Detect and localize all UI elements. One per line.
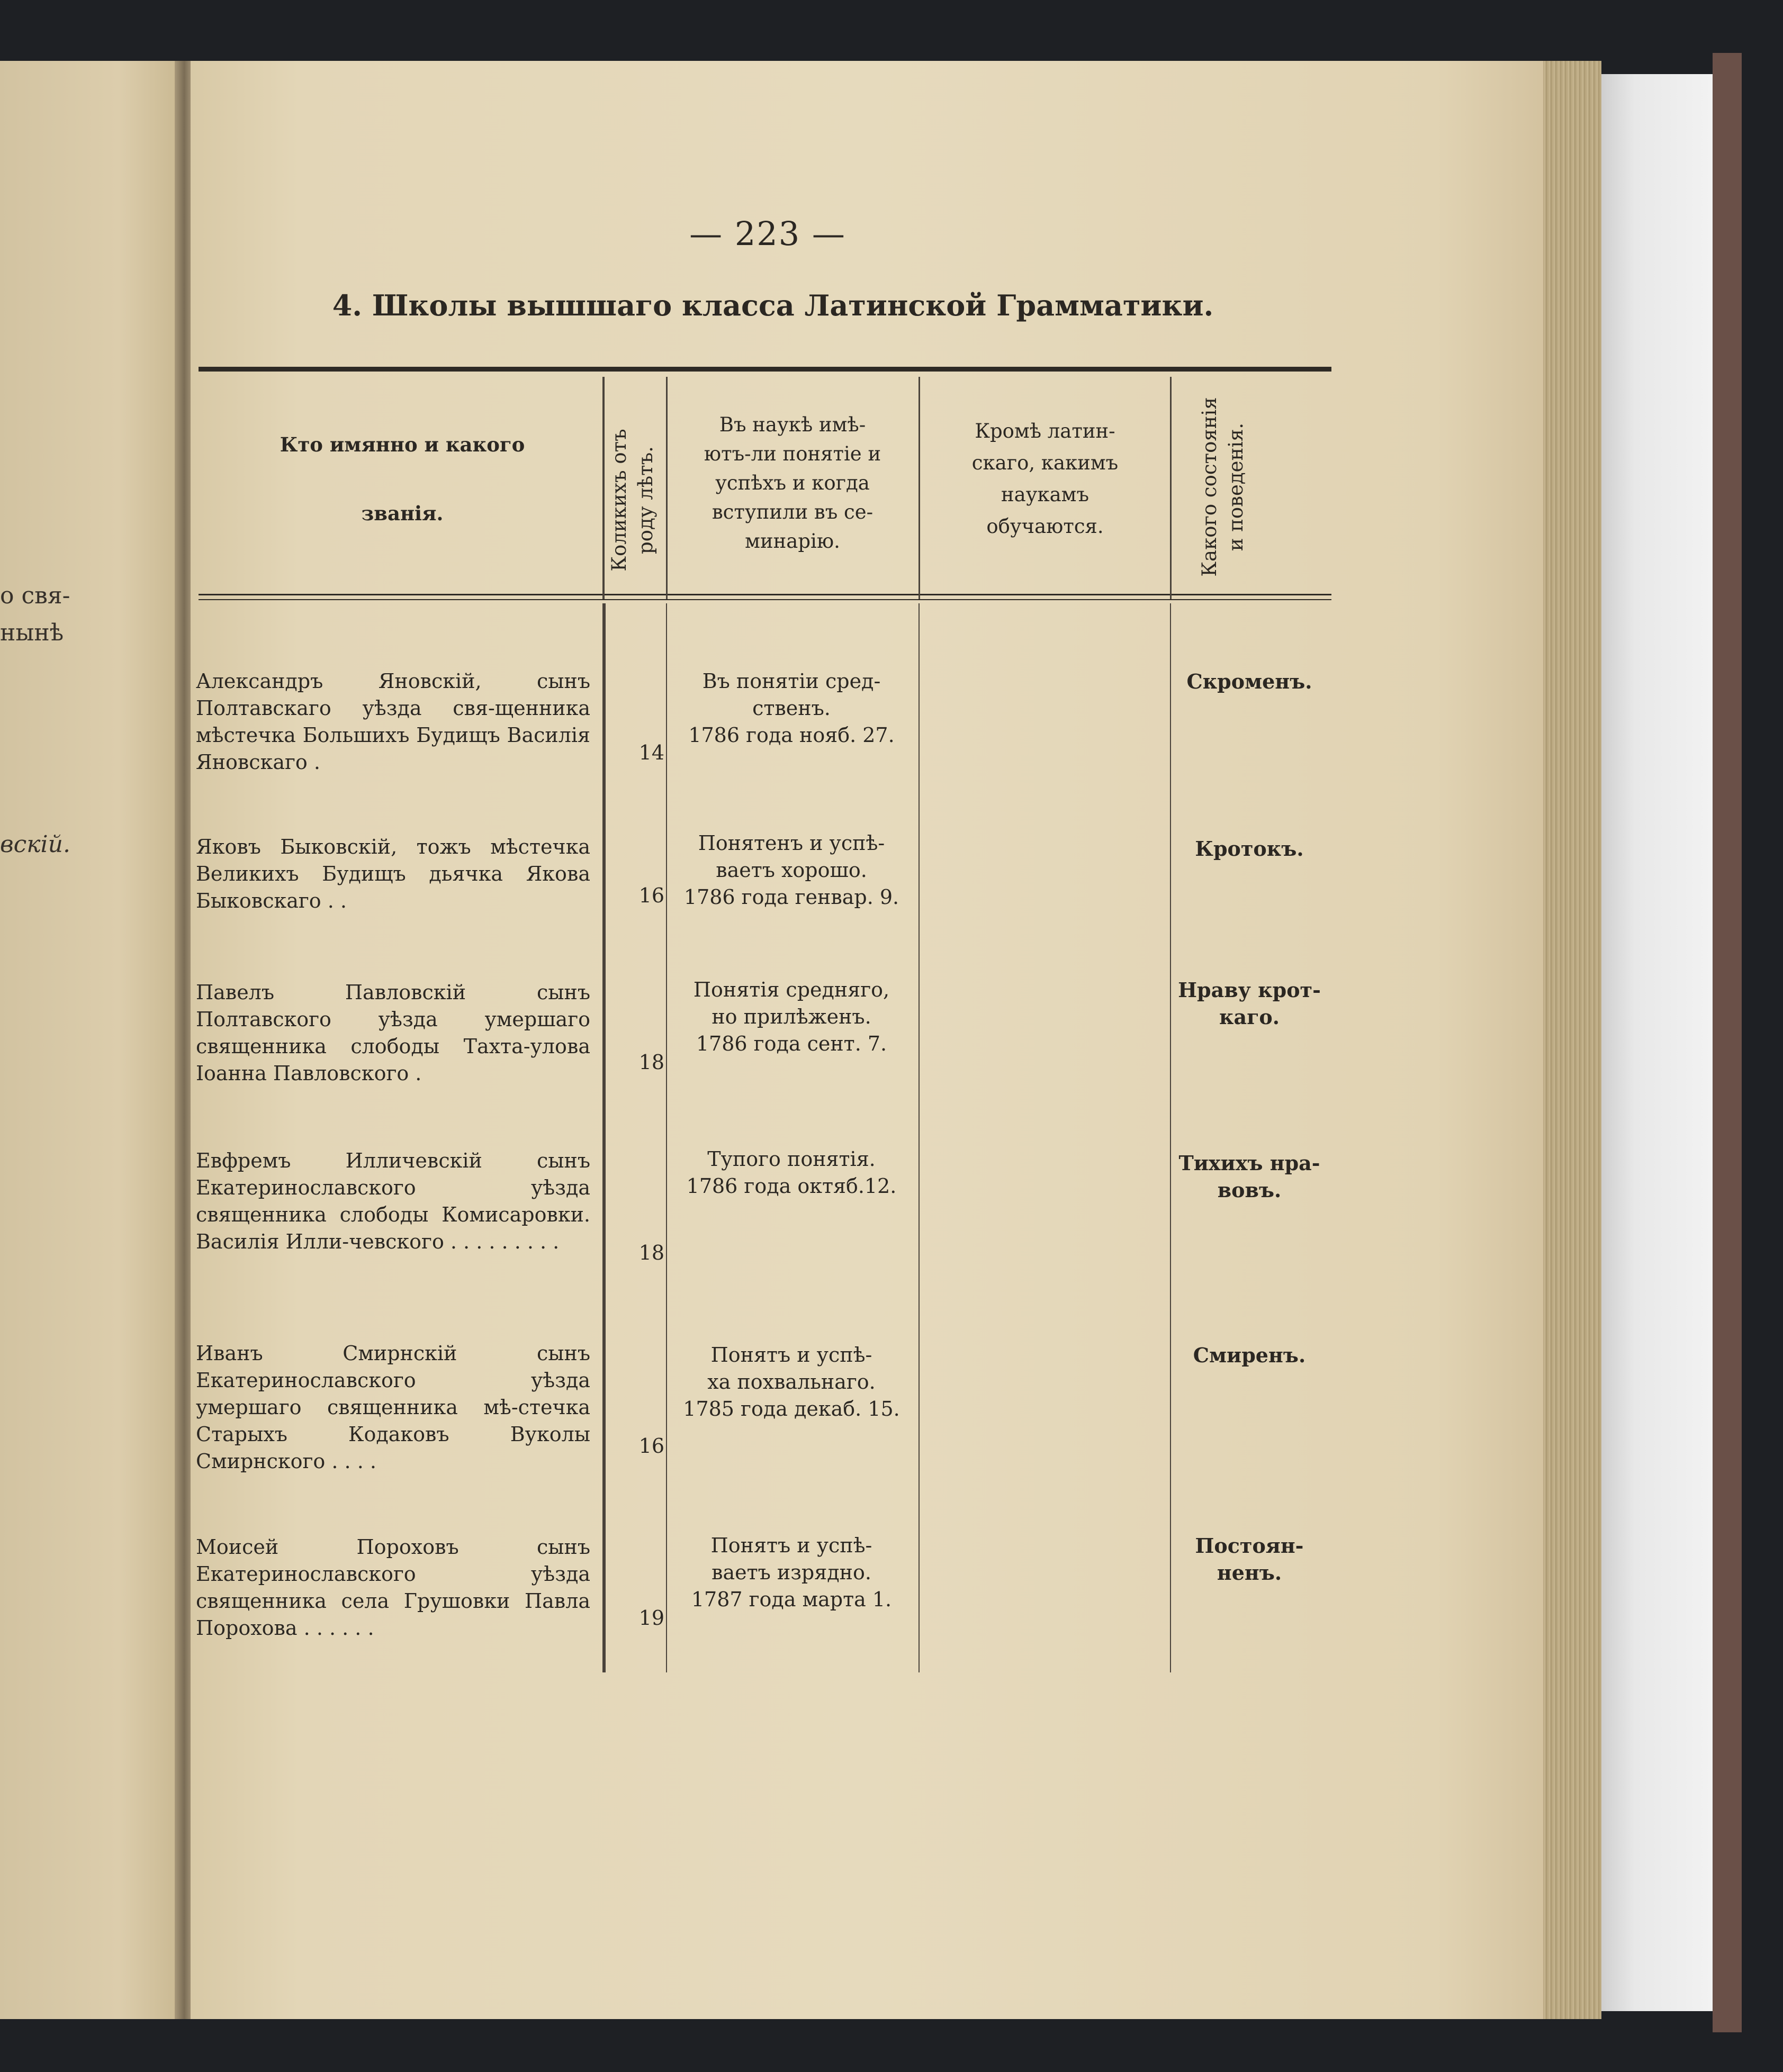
row-name: Евфремъ Илличевскій сынъ Екатеринославского уѣзда священника слободы Комисаровки. Василія Илли-чевского . . . . . . . . . [196,1149,590,1253]
header-divider-rule-2 [199,599,1331,600]
row-age: 16 [638,1434,664,1458]
row-progress: Въ понятіи сред- ственъ. 1786 года нояб. 27. [688,669,895,747]
column-divider-body [602,603,606,1672]
column-divider [602,377,605,599]
row-progress: Понятія средняго, но прилѣженъ. 1786 года сент. 7. [693,978,890,1055]
row-conduct: Скроменъ. [1186,669,1312,693]
cover-strip [1601,74,1713,2011]
header-who: Кто имянно и какого званія. [280,433,525,525]
row-progress: Тупого понятія. 1786 года октяб.12. [686,1147,897,1198]
row-name: Александръ Яновскій, сынъ Полтавскаго уѣзда свя-щенника мѣстечка Большихъ Будищъ Василія Яновскаго . [196,669,590,774]
row-age: 18 [638,1241,664,1264]
table-top-rule [199,367,1331,372]
book-board [1713,53,1742,2032]
row-progress: Понятъ и успѣ- ваетъ изрядно. 1787 года марта 1. [691,1534,892,1611]
row-conduct: Постоян- ненъ. [1195,1534,1304,1585]
row-age: 19 [638,1606,664,1630]
page-number: — 223 — [689,214,846,253]
row-conduct: Нраву крот- каго. [1178,978,1321,1029]
header-age: Коликихъ отъ роду лѣтъ. [608,429,657,572]
row-conduct: Смиренъ. [1193,1343,1306,1367]
row-progress: Понятъ и успѣ- ха похвальнаго. 1785 года декаб. 15. [683,1343,900,1420]
column-divider-body [918,603,920,1672]
page-edges [1543,61,1601,2019]
row-conduct: Кротокъ. [1195,837,1304,861]
row-age: 14 [638,741,664,764]
row-age: 16 [638,884,664,907]
header-other-subjects: Кромѣ латин- скаго, какимъ наукамъ обучаются. [971,420,1119,538]
header-divider-rule [199,594,1331,595]
row-name: Иванъ Смирнскій сынъ Екатеринославского уѣзда умершаго священника мѣ-стечка Старыхъ Кодаковъ Вуколы Смирнского . . . . [196,1342,590,1473]
row-name: Моисей Пороховъ сынъ Екатеринославского уѣзда священника села Грушовки Павла Порохова . . . . . . [196,1535,590,1640]
column-divider [666,377,668,599]
header-conduct: Какого состоянія и поведенія. [1198,397,1247,577]
row-name: Павелъ Павловскій сынъ Полтавского уѣзда умершаго священника слободы Тахта-улова Іоанна Павловского . [196,981,590,1085]
left-page [0,61,183,2019]
row-progress: Понятенъ и успѣ- ваетъ хорошо. 1786 года генвар. 9. [683,831,899,909]
row-name: Яковъ Быковскій, тожъ мѣстечка Великихъ Будищъ дьячка Якова Быковскаго . . [196,835,590,912]
column-divider-body [666,603,667,1672]
column-divider [1170,377,1172,599]
header-progress: Въ наукѣ имѣ- ютъ-ли понятіе и успѣхъ и когда вступили въ се- минарію. [704,413,881,553]
left-page-fragment: нынѣ [0,619,64,646]
row-conduct: Тихихъ нра- вовъ. [1178,1151,1320,1202]
left-page-fragment: вскій. [0,831,70,858]
left-page-fragment: о свя- [0,582,70,609]
column-divider [918,377,920,599]
column-divider-body [1170,603,1171,1672]
row-age: 18 [638,1051,664,1074]
section-heading: 4. Школы вышшаго класса Латинской Грамматики. [332,288,1214,322]
